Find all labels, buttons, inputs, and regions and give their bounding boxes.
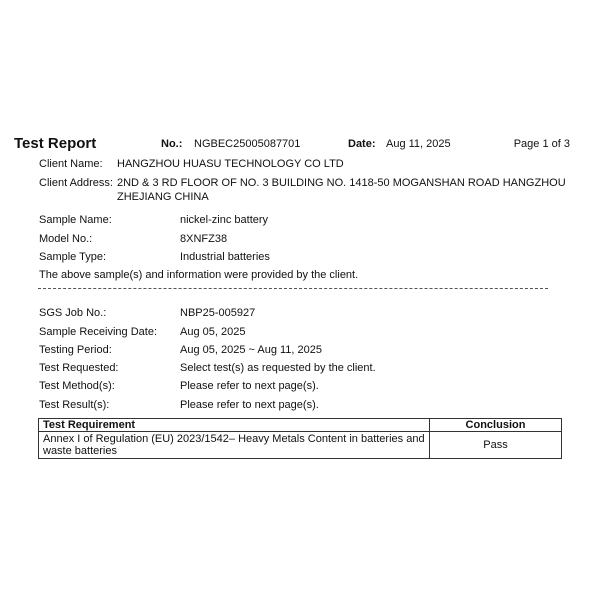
results-table xyxy=(38,418,562,459)
client-address-line2: ZHEJIANG CHINA xyxy=(117,191,209,203)
sample-type-label: Sample Type: xyxy=(39,251,107,263)
results-table-header-row xyxy=(39,419,562,432)
testing-period-value: Aug 05, 2025 ~ Aug 11, 2025 xyxy=(180,344,323,356)
sample-type-value: Industrial batteries xyxy=(180,251,270,263)
report-number-label: No.: xyxy=(161,138,183,150)
test-requested-label: Test Requested: xyxy=(39,362,119,374)
conclusion-cell: Pass xyxy=(430,432,562,459)
requirement-line2: waste batteries xyxy=(43,445,117,457)
client-name-value: HANGZHOU HUASU TECHNOLOGY CO LTD xyxy=(117,158,344,170)
sample-name-label: Sample Name: xyxy=(39,214,112,226)
receiving-date-label: Sample Receiving Date: xyxy=(39,326,158,338)
requirement-line1: Annex I of Regulation (EU) 2023/1542– Heavy Metals Content in batteries and xyxy=(43,433,425,445)
page-indicator: Page 1 of 3 xyxy=(513,138,570,150)
test-result-value: Please refer to next page(s). xyxy=(180,399,319,411)
report-header xyxy=(0,135,600,155)
sgs-job-value: NBP25-005927 xyxy=(180,307,256,319)
test-result-label: Test Result(s): xyxy=(39,399,110,411)
test-requested-value: Select test(s) as requested by the client. xyxy=(180,362,376,374)
test-method-value: Please refer to next page(s). xyxy=(180,380,319,392)
test-requirement-header: Test Requirement xyxy=(39,419,430,432)
report-date-value: Aug 11, 2025 xyxy=(386,138,451,150)
client-name-label: Client Name: xyxy=(39,158,103,170)
table-row xyxy=(39,432,562,459)
sgs-job-label: SGS Job No.: xyxy=(39,307,107,319)
dashed-divider xyxy=(38,288,548,289)
testing-period-label: Testing Period: xyxy=(39,344,112,356)
model-number-value: 8XNFZ38 xyxy=(180,233,228,245)
report-date-label: Date: xyxy=(348,138,376,150)
model-number-label: Model No.: xyxy=(39,233,93,245)
test-method-label: Test Method(s): xyxy=(39,380,115,392)
sample-name-value: nickel-zinc battery xyxy=(180,214,269,226)
client-address-line1: 2ND & 3 RD FLOOR OF NO. 3 BUILDING NO. 1418-50 MOGANSHAN ROAD HANGZHOU xyxy=(117,177,566,189)
sample-provided-note: The above sample(s) and information were provided by the client. xyxy=(39,269,359,281)
client-address-label: Client Address: xyxy=(39,177,113,189)
test-requirement-cell xyxy=(39,432,430,459)
conclusion-header: Conclusion xyxy=(430,419,562,432)
receiving-date-value: Aug 05, 2025 xyxy=(180,326,246,338)
report-title: Test Report xyxy=(14,135,97,152)
report-number-value: NGBEC25005087701 xyxy=(194,138,301,150)
